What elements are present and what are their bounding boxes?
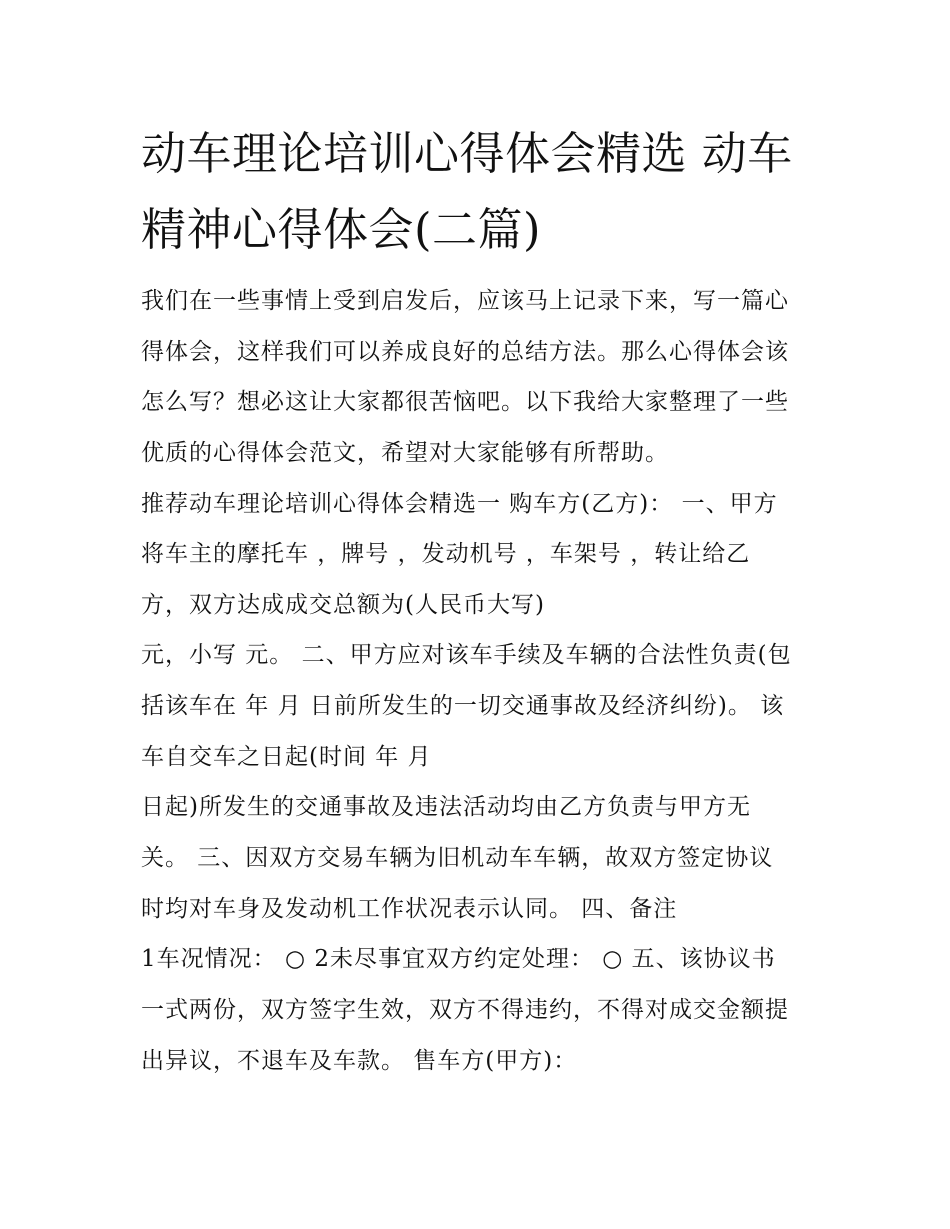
- body-line: 时均对车身及发动机工作状况表示认同。 四、备注: [141, 896, 678, 922]
- body-line: 优质的心得体会范文，希望对大家能够有所帮助。: [141, 440, 669, 466]
- body-line: 我们在一些事情上受到启发后，应该马上记录下来，写一篇心: [141, 288, 789, 314]
- body-line: 括该车在 年 月 日前所发生的一切交通事故及经济纠纷)。 该: [141, 693, 785, 719]
- body-line: 出异议，不退车及车款。 售车方(甲方)：: [141, 1048, 578, 1074]
- body-line: 一式两份，双方签字生效，双方不得违约，不得对成交金额提: [141, 997, 789, 1023]
- body-line: 推荐动车理论培训心得体会精选一 购车方(乙方)： 一、甲方: [141, 491, 778, 517]
- body-line: 怎么写？想必这让大家都很苦恼吧。以下我给大家整理了一些: [141, 389, 789, 415]
- body-line: 元，小写 元。 二、甲方应对该车手续及车辆的合法性负责(包: [141, 642, 792, 668]
- body-line: 车自交车之日起(时间 年 月: [141, 744, 432, 770]
- body-line: 日起)所发生的交通事故及违法活动均由乙方负责与甲方无: [141, 794, 751, 820]
- body-line: 1车况情况： ○ 2未尽事宜双方约定处理： ○ 五、该协议书: [141, 946, 776, 972]
- body-line: 得体会，这样我们可以养成良好的总结方法。那么心得体会该: [141, 339, 789, 365]
- body-line: 方，双方达成成交总额为(人民币大写): [141, 592, 545, 618]
- document-title: 动车理论培训心得体会精选 动车精神心得体会(二篇): [141, 127, 793, 256]
- body-line: 关。 三、因双方交易车辆为旧机动车车辆，故双方签定协议: [141, 845, 774, 871]
- body-line: 将车主的摩托车 ，牌号 ，发动机号 ，车架号 ，转让给乙: [141, 541, 751, 567]
